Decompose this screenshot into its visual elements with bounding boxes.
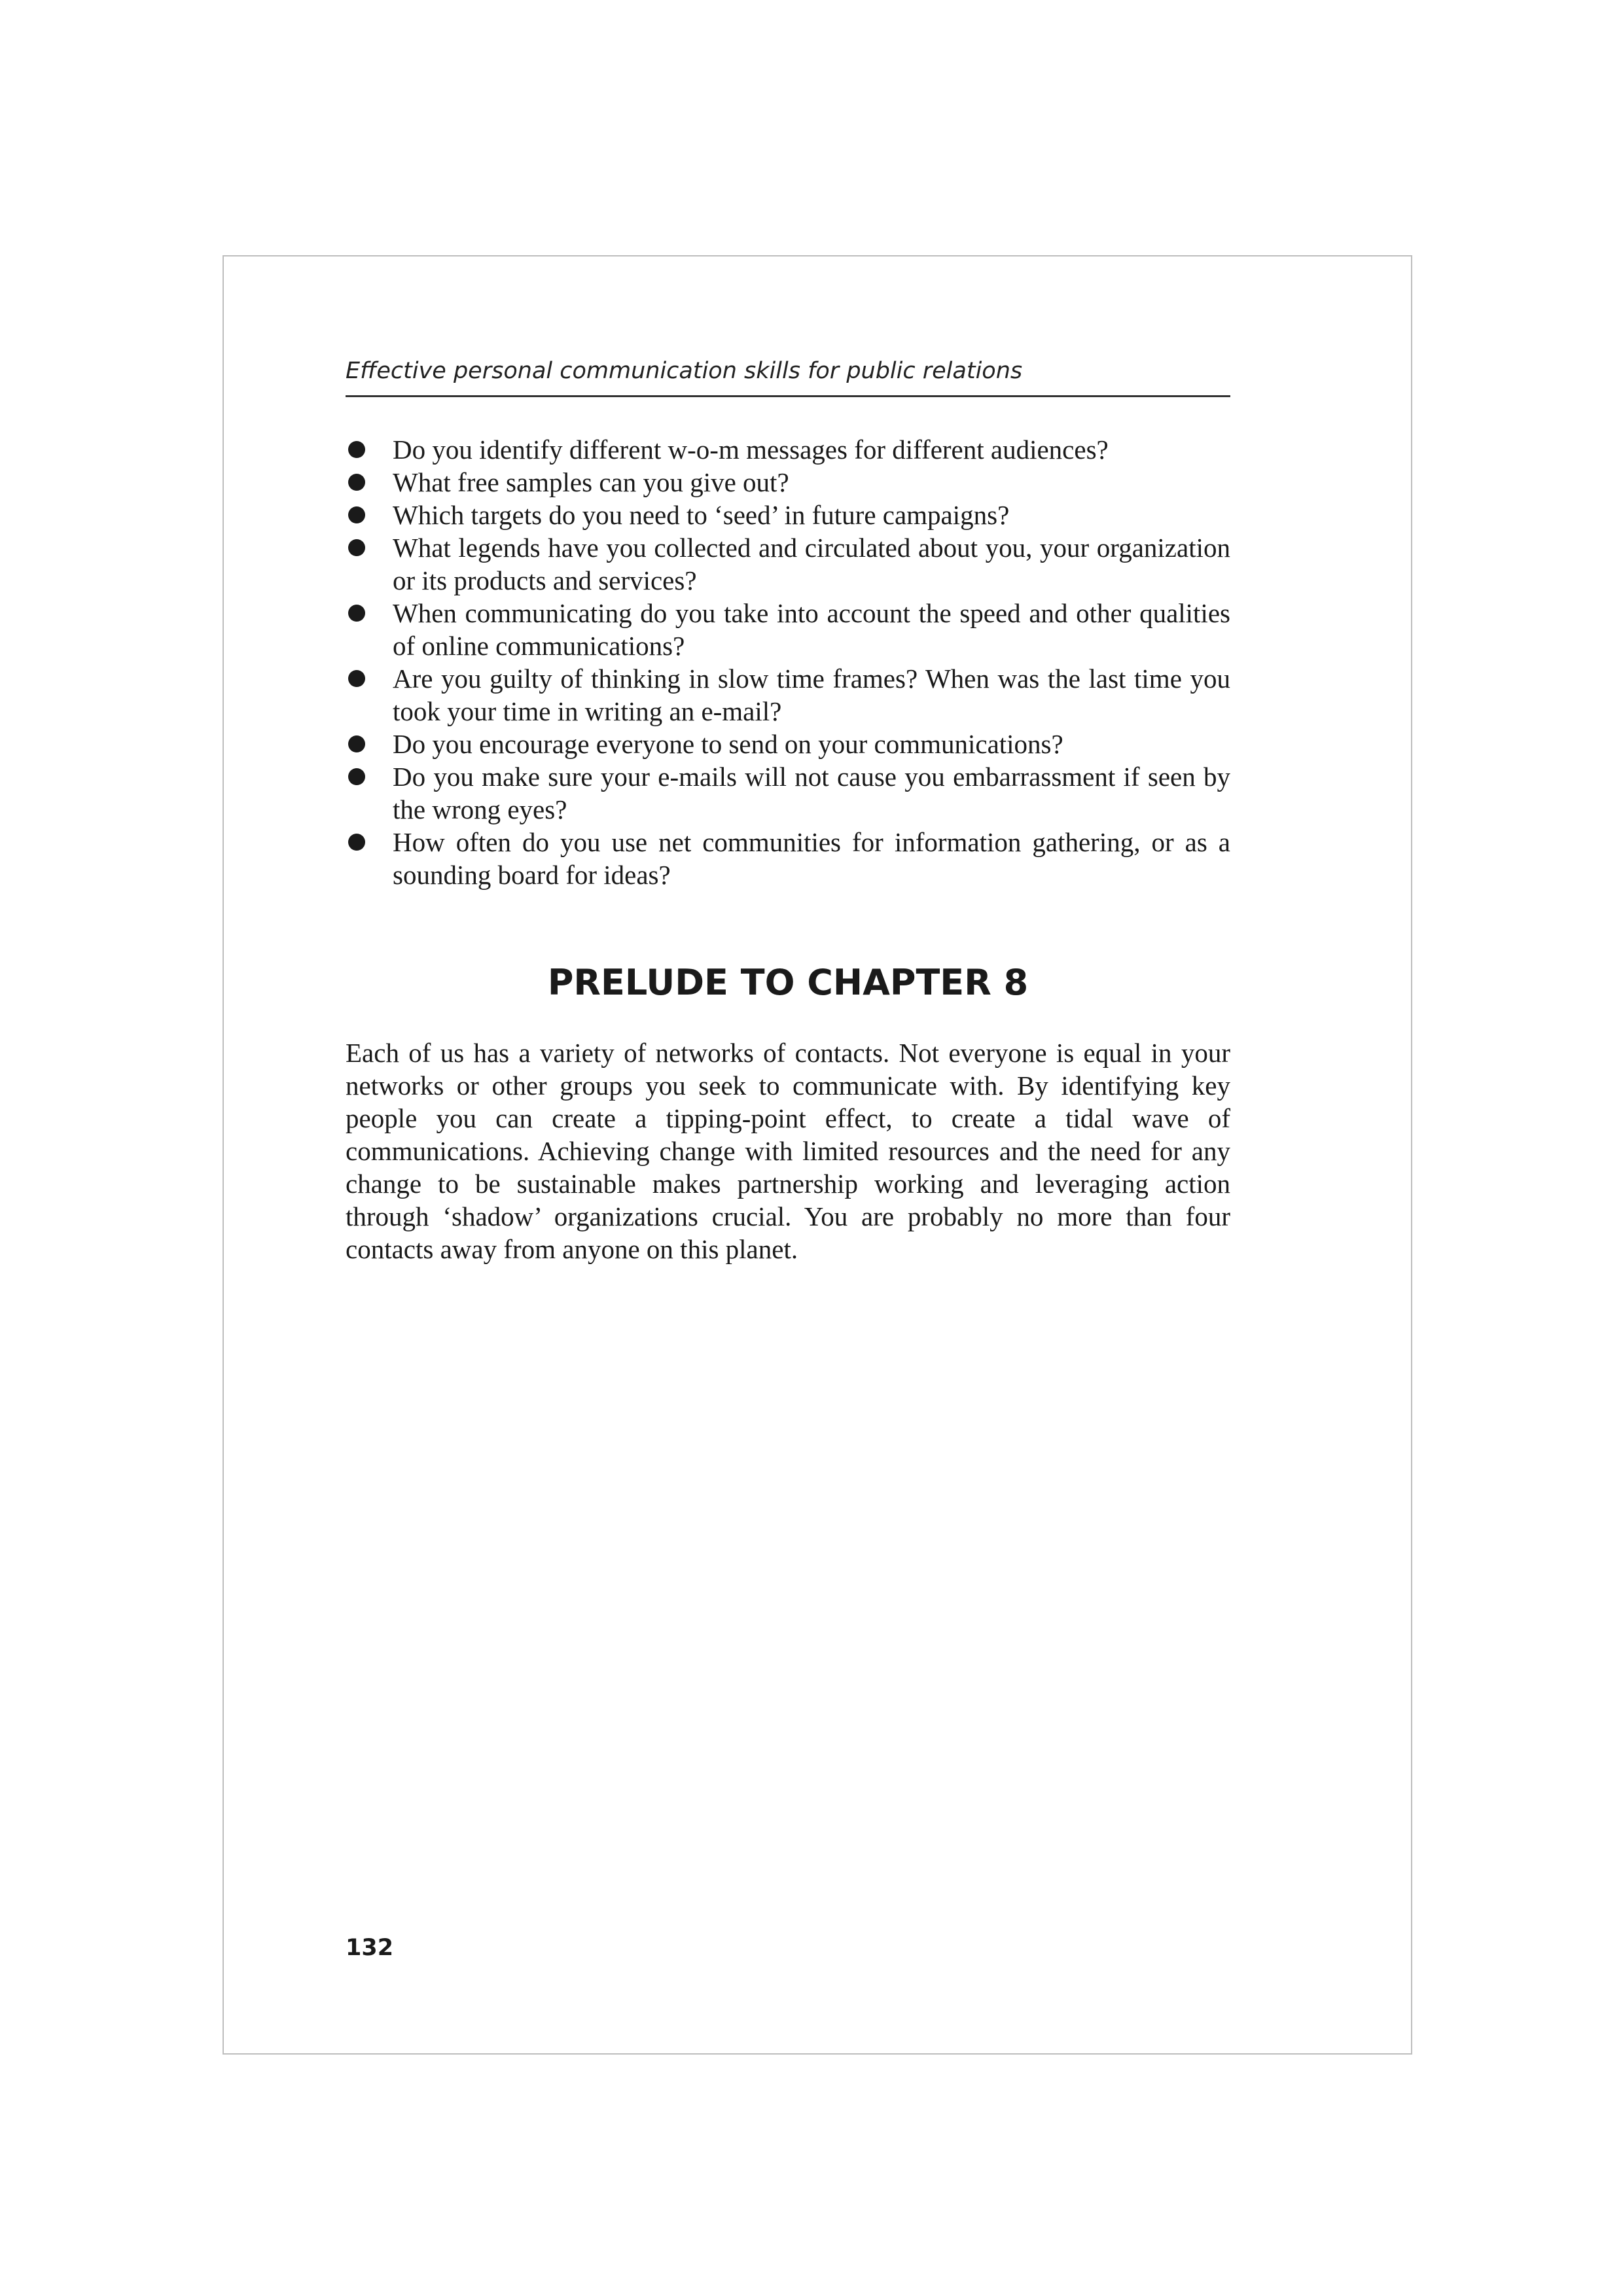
list-item-text: What free samples can you give out? (393, 467, 789, 497)
bullet-dot-icon (348, 670, 365, 687)
bullet-dot-icon (348, 768, 365, 785)
question-list (346, 433, 1230, 891)
list-item (346, 826, 1230, 891)
list-item-text: Which targets do you need to ‘seed’ in future campaigns? (393, 500, 1010, 530)
list-item (346, 760, 1230, 826)
list-item-text: Do you make sure your e-mails will not cause you embarrassment if seen by the wrong eyes? (393, 762, 1230, 824)
list-item (346, 433, 1230, 466)
bullet-dot-icon (348, 735, 365, 752)
bullet-dot-icon (348, 474, 365, 491)
bullet-dot-icon (348, 506, 365, 523)
list-item (346, 597, 1230, 662)
list-item (346, 728, 1230, 760)
bullet-dot-icon (348, 441, 365, 458)
list-item-text: Do you identify different w-o-m messages for different audiences? (393, 434, 1109, 465)
list-item-text: How often do you use net communities for information gathering, or as a sounding board for ideas? (393, 827, 1230, 890)
body-paragraph: Each of us has a variety of networks of contacts. Not everyone is equal in your networks or other groups you seek to communicate with. By identifying key people you can create a tipping-point effect, to create a tidal wave of communications. Achieving change with limited resources and the need for any change to be sustainable makes partnership working and leveraging action through ‘shadow’ organizations crucial. You are probably no more than four contacts away from anyone on this planet. (346, 1038, 1230, 1264)
bullet-dot-icon (348, 605, 365, 622)
page-number: 132 (346, 1935, 394, 1961)
header-rule (346, 395, 1230, 397)
list-item (346, 662, 1230, 728)
bullet-dot-icon (348, 539, 365, 556)
running-header: Effective personal communication skills for public relations (346, 358, 1023, 384)
list-item-text: When communicating do you take into account the speed and other qualities of online communications? (393, 598, 1230, 661)
list-item-text: Do you encourage everyone to send on your communications? (393, 729, 1063, 759)
list-item (346, 466, 1230, 499)
list-item (346, 499, 1230, 531)
chapter-heading: PRELUDE TO CHAPTER 8 (547, 962, 1029, 1003)
list-item-text: Are you guilty of thinking in slow time frames? When was the last time you took your time in writing an e-mail? (393, 663, 1230, 726)
list-item (346, 531, 1230, 597)
list-item-text: What legends have you collected and circulated about you, your organization or its products and services? (393, 533, 1230, 595)
bullet-dot-icon (348, 834, 365, 851)
